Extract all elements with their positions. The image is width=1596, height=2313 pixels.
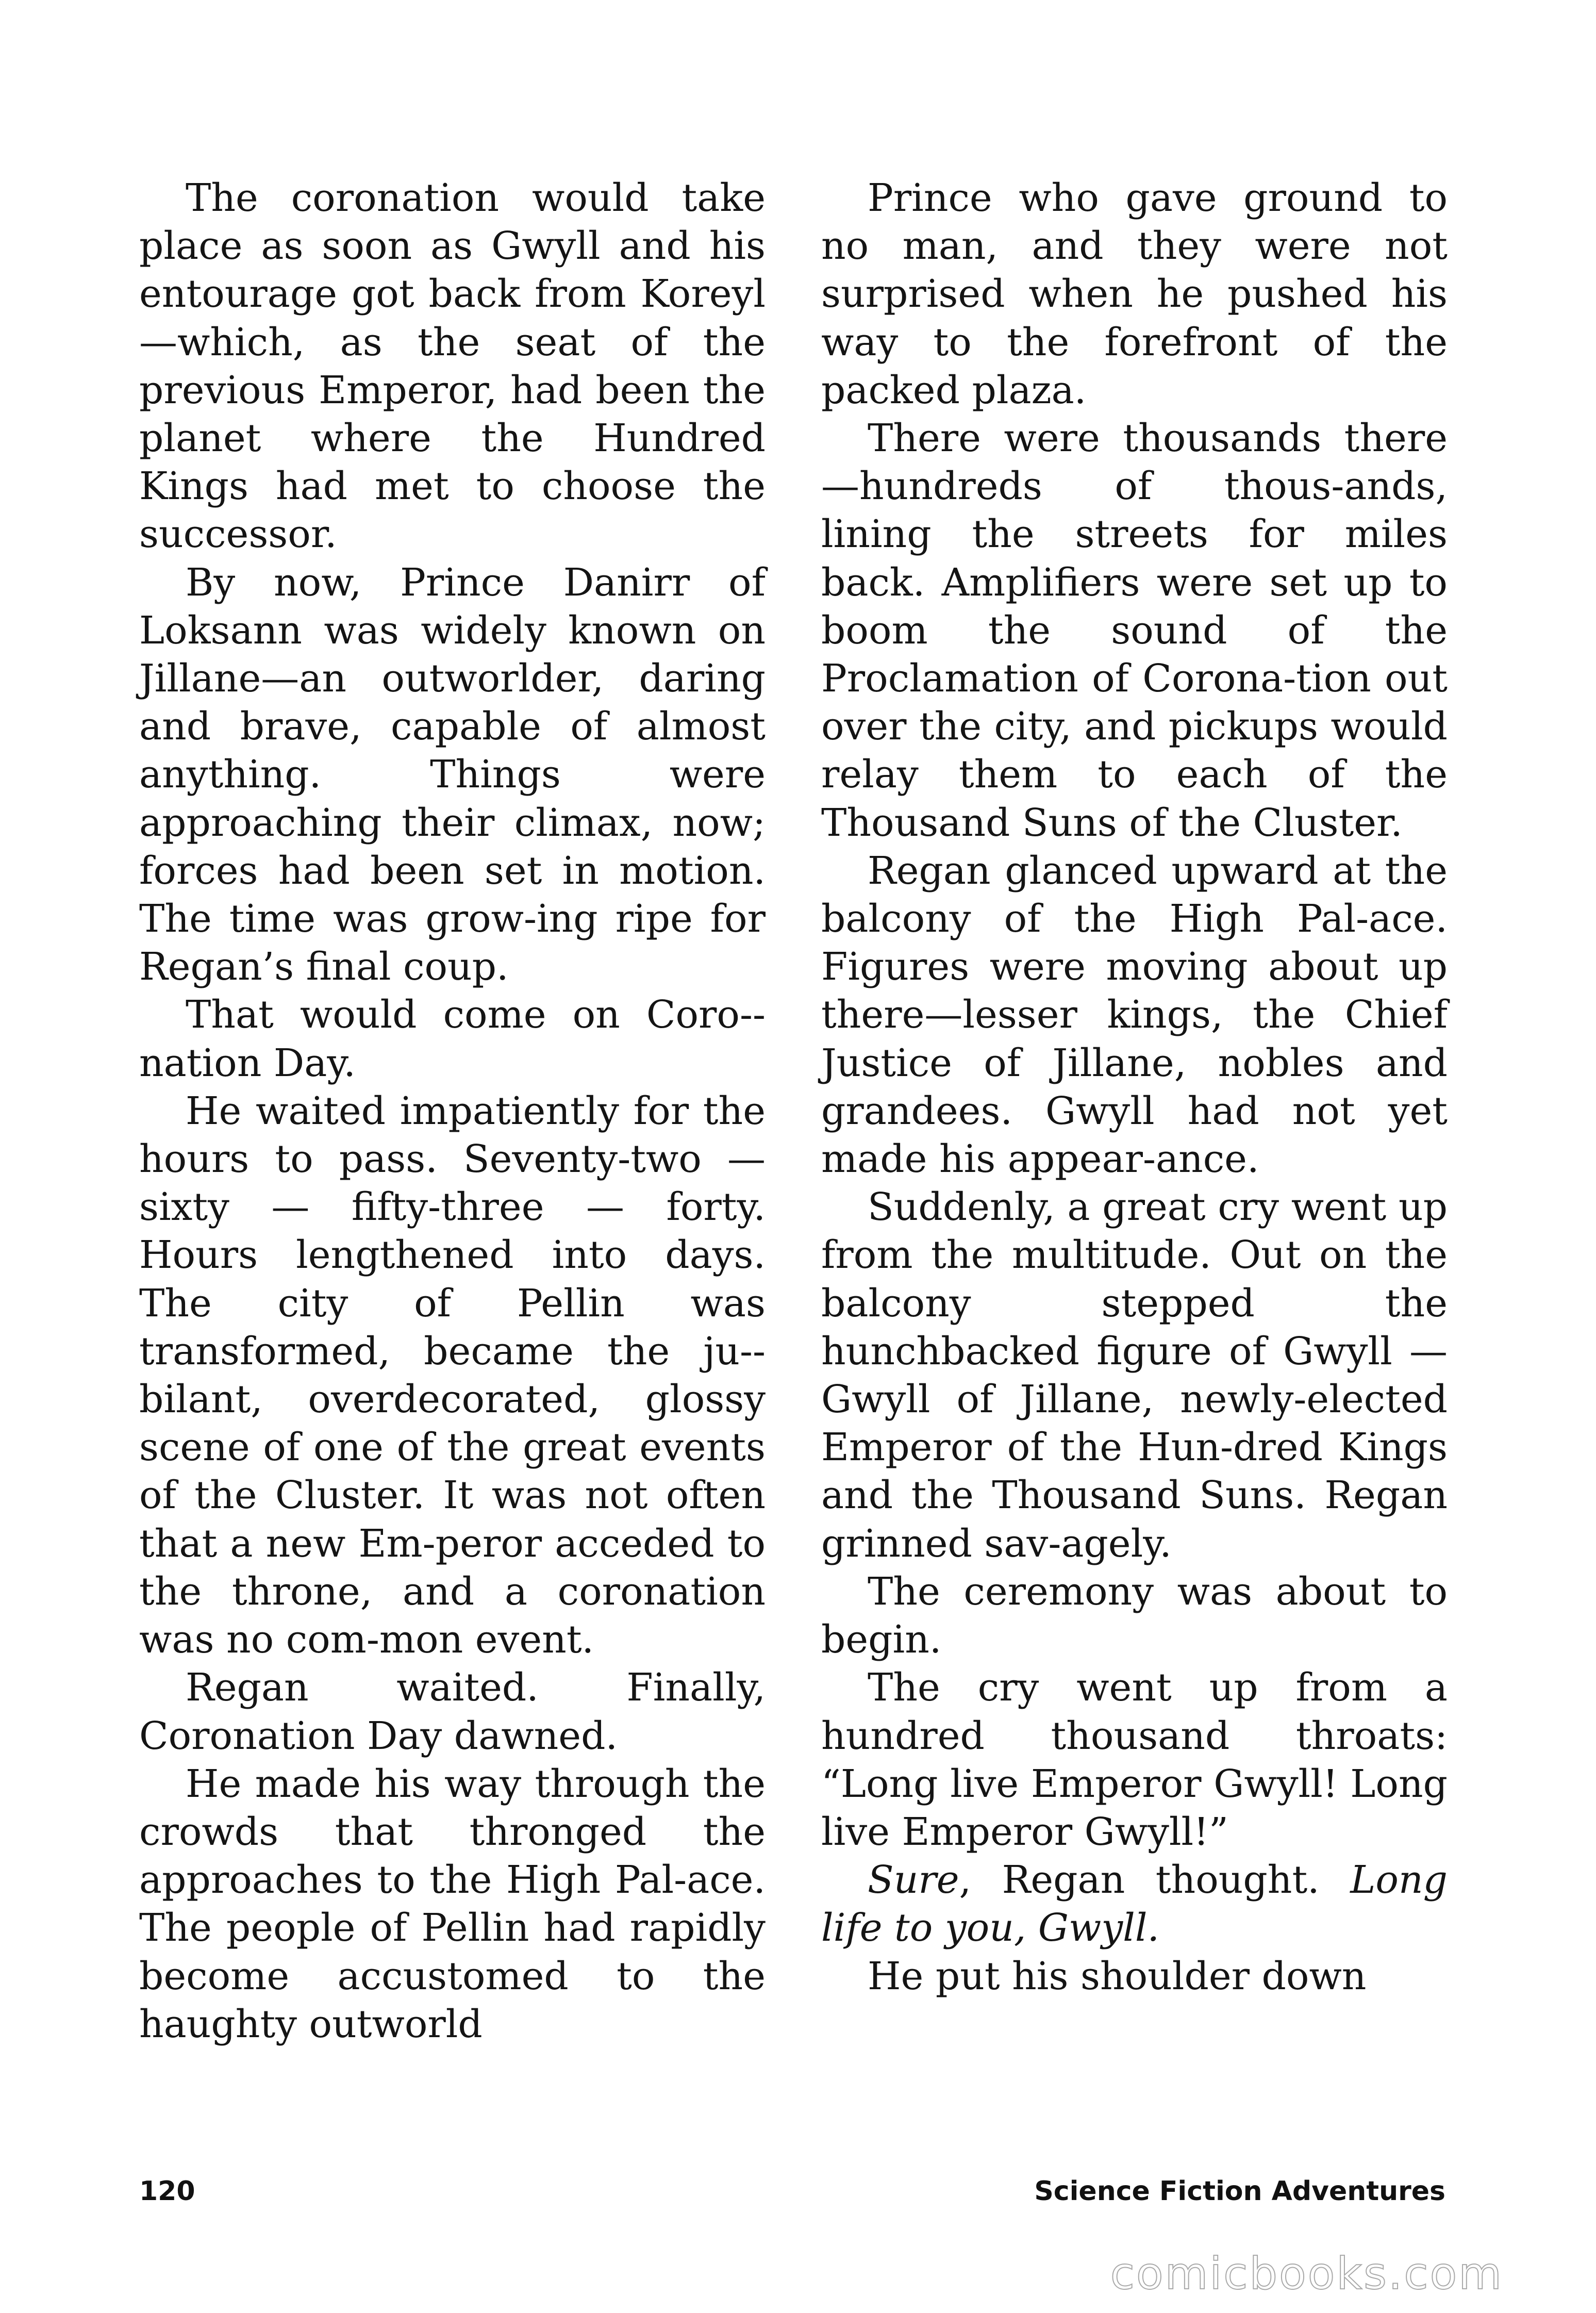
paragraph: The cry went up from a hundred thousand throats: “Long live Emperor Gwyll! Long live Emperor Gwyll!” — [821, 1665, 1448, 1854]
paragraph: Regan waited. Finally, Coronation Day dawned. — [139, 1665, 766, 1758]
paragraph: The ceremony was about to begin. — [821, 1569, 1448, 1662]
italic-text: Long life to you, Gwyll. — [821, 1858, 1448, 1951]
paragraph: He waited impatiently for the hours to pass. Seventy-two — sixty — fifty-three — forty. Hours lengthened into days. The city of Pellin was transformed, became the ju-bilant, overdecorated, glossy scene of one of the great events of the Cluster. It was not often that a new Em-peror acceded to the throne, and a coronation was no com-mon event. — [139, 1088, 766, 1662]
paragraph-italic-thought — [821, 1856, 1448, 1952]
paragraph: Regan glanced upward at the balcony of the High Pal-ace. Figures were moving about up there—lesser kings, the Chief Justice of Jillane, nobles and grandees. Gwyll had not yet made his appear-ance. — [821, 848, 1448, 1182]
italic-text: Sure — [868, 1858, 959, 1903]
paragraph: By now, Prince Danirr of Loksann was widely known on Jillane—an outworlder, daring and brave, capable of almost anything. Things were approaching their climax, now; forces had been set in motion. The time was grow-ing ripe for Regan’s final coup. — [139, 560, 766, 989]
paragraph: He made his way through the crowds that thronged the approaches to the High Pal-ace. The people of Pellin had rapidly become accustomed to the haughty outworld — [139, 1761, 766, 2046]
paragraph: Suddenly, a great cry went up from the multitude. Out on the balcony stepped the hunchbacked figure of Gwyll —Gwyll of Jillane, newly-elected Emperor of the Hun-dred Kings and the Thousand Suns. Regan grinned sav-agely. — [821, 1185, 1448, 1566]
plain-text: , Regan thought. — [959, 1858, 1351, 1903]
paragraph: He put his shoulder down — [868, 1954, 1367, 1998]
paragraph: Prince who gave ground to no man, and they were not surprised when he pushed his way to the forefront of the packed plaza. — [821, 176, 1448, 412]
paragraph: There were thousands there—hundreds of thous-ands, lining the streets for miles back. Amplifiers were set up to boom the sound of the Proclamation of Corona-tion out over the city, and pickups would relay them to each of the Thousand Suns of the Cluster. — [821, 416, 1448, 845]
paragraph: That would come on Coro-nation Day. — [139, 993, 766, 1085]
left-text-column — [139, 174, 766, 2048]
right-text-column — [821, 174, 1448, 2001]
paragraph: The coronation would take place as soon as Gwyll and his entourage got back from Koreyl—which, as the seat of the previous Emperor, had been the planet where the Hundred Kings had met to choose the successor. — [139, 176, 766, 557]
page-number: 120 — [139, 2176, 195, 2207]
magazine-title: Science Fiction Adventures — [1034, 2176, 1445, 2207]
watermark: comicbooks.com — [1110, 2248, 1503, 2300]
